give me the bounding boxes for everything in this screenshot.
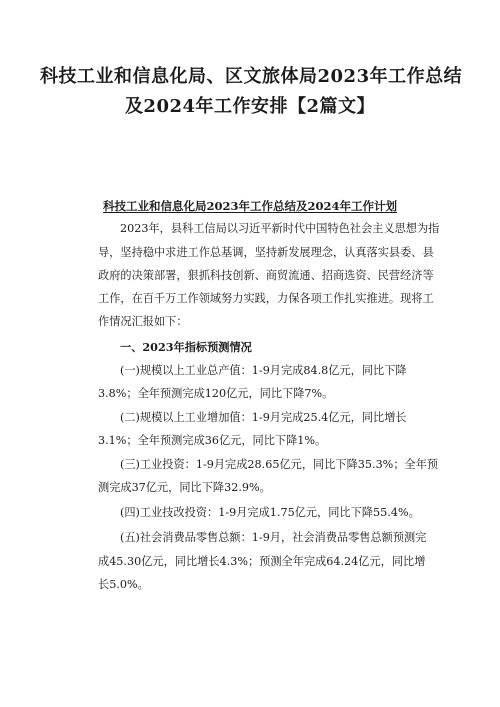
intro-line-3: 政府的决策部署，狠抓科技创新、商贸流通、招商选资、民营经济等 xyxy=(98,269,434,282)
item-5-line-1: (五)社会消费品零售总额：1-9月，社会消费品零售总额预测完 xyxy=(120,531,427,544)
heading-2023-indicators: 一、2023年指标预测情况 xyxy=(120,340,252,354)
document-title-line-1: 科技工业和信息化局、区文旅体局2023年工作总结 xyxy=(40,66,463,87)
item-5-line-3: 长5.0%。 xyxy=(98,578,149,591)
item-1-line-1: (一)规模以上工业总产值：1-9月完成84.8亿元，同比下降 xyxy=(120,364,407,377)
intro-line-1: 2023年，县科工信局以习近平新时代中国特色社会主义思想为指 xyxy=(120,222,440,235)
intro-line-4: 工作，在百千万工作领域努力实践，力保各项工作扎实推进。现将工 xyxy=(98,292,434,305)
item-2-line-2: 3.1%；全年预测完成36亿元，同比下降1%。 xyxy=(98,434,327,447)
item-3-line-2: 测完成37亿元，同比下降32.9%。 xyxy=(98,481,271,494)
item-3-line-1: (三)工业投资：1-9月完成28.65亿元，同比下降35.3%；全年预 xyxy=(120,458,439,471)
item-2-line-1: (二)规模以上工业增加值：1-9月完成25.4亿元，同比增长 xyxy=(120,411,407,424)
document-title-line-2: 及2024年工作安排【2篇文】 xyxy=(124,96,376,117)
intro-line-5: 作情况汇报如下： xyxy=(98,315,188,328)
item-4-line-1: (四)工业技改投资：1-9月完成1.75亿元，同比下降55.4%。 xyxy=(120,506,420,519)
item-5-line-2: 成45.30亿元，同比增长4.3%；预测全年完成64.24亿元，同比增 xyxy=(98,555,426,568)
item-1-line-2: 3.8%；全年预测完成120亿元，同比下降7%。 xyxy=(98,387,334,400)
section-title: 科技工业和信息化局2023年工作总结及2024年工作计划 xyxy=(102,199,397,213)
intro-line-2: 导，坚持稳中求进工作总基调，坚持新发展理念，认真落实县委、县 xyxy=(98,246,434,259)
